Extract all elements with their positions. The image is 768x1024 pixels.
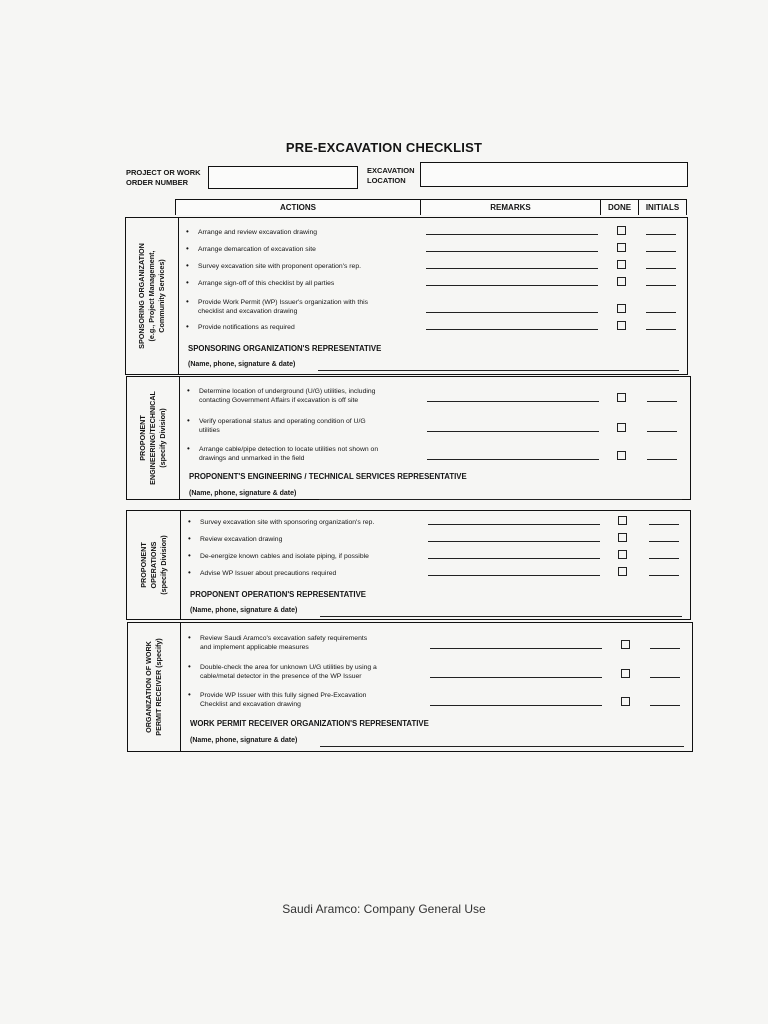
checklist-item: [128, 634, 692, 658]
initials-header: INITIALS: [639, 199, 687, 215]
remarks-field[interactable]: [426, 251, 598, 252]
done-checkbox[interactable]: [618, 550, 627, 559]
action-text: [200, 634, 367, 652]
checklist-item: [127, 387, 690, 411]
action-text-line: cable/metal detector in the presence of the WP Issuer: [200, 673, 362, 680]
done-checkbox[interactable]: [617, 243, 626, 252]
checklist-item: [128, 691, 692, 715]
done-checkbox[interactable]: [618, 516, 627, 525]
section-name-line: (specify Division): [158, 535, 168, 595]
signature-field[interactable]: [319, 499, 682, 500]
checklist-item: [127, 445, 690, 469]
action-text: [198, 323, 295, 332]
remarks-field[interactable]: [430, 648, 602, 649]
action-text: [198, 298, 368, 316]
initials-field[interactable]: [646, 329, 676, 330]
remarks-field[interactable]: [428, 524, 600, 525]
section-name-line: (e.g., Project Management,: [147, 250, 156, 342]
representative-title: PROPONENT'S ENGINEERING / TECHNICAL SERVICES REPRESENTATIVE: [189, 472, 467, 481]
action-text-line: utilities: [199, 427, 220, 434]
checklist-section: [127, 622, 693, 752]
done-checkbox[interactable]: [618, 567, 627, 576]
checklist-section: [126, 376, 691, 500]
bullet-icon: •: [187, 416, 190, 425]
initials-field[interactable]: [646, 251, 676, 252]
bullet-icon: •: [188, 517, 191, 526]
checklist-item: [126, 298, 687, 322]
representative-signature-label: (Name, phone, signature & date): [188, 361, 296, 368]
initials-field[interactable]: [650, 648, 680, 649]
bullet-icon: •: [188, 551, 191, 560]
action-text-line: Review excavation drawing: [200, 536, 283, 543]
remarks-field[interactable]: [427, 401, 599, 402]
action-text: [199, 445, 378, 463]
remarks-field[interactable]: [426, 234, 598, 235]
done-checkbox[interactable]: [617, 393, 626, 402]
actions-header: ACTIONS: [175, 199, 421, 215]
action-text: [200, 552, 369, 561]
checklist-item: [127, 417, 690, 441]
footer-classification: Saudi Aramco: Company General Use: [282, 902, 486, 916]
remarks-field[interactable]: [426, 268, 598, 269]
action-text-line: Survey excavation site with proponent operation's rep.: [198, 263, 362, 270]
action-text-line: Advise WP Issuer about precautions required: [200, 570, 337, 577]
done-checkbox[interactable]: [621, 697, 630, 706]
initials-field[interactable]: [646, 285, 676, 286]
action-text-line: Verify operational status and operating condition of U/G: [199, 418, 366, 425]
action-text: [200, 569, 336, 578]
section-name-line: ENGINEERING/TECHNICAL: [148, 391, 157, 485]
done-checkbox[interactable]: [621, 640, 630, 649]
page-title: PRE-EXCAVATION CHECKLIST: [285, 140, 483, 155]
done-checkbox[interactable]: [617, 451, 626, 460]
done-checkbox[interactable]: [617, 321, 626, 330]
initials-field[interactable]: [649, 524, 679, 525]
bullet-icon: •: [186, 322, 189, 331]
remarks-field[interactable]: [426, 285, 598, 286]
initials-field[interactable]: [647, 459, 677, 460]
representative-signature-label: (Name, phone, signature & date): [189, 490, 297, 497]
bullet-icon: •: [188, 690, 191, 699]
initials-field[interactable]: [649, 541, 679, 542]
bullet-icon: •: [186, 278, 189, 287]
remarks-field[interactable]: [427, 459, 599, 460]
representative-signature-label: (Name, phone, signature & date): [190, 607, 298, 614]
section-name-line: PROPONENT: [138, 415, 147, 461]
section-name-line: PROPONENT: [138, 542, 148, 588]
bullet-icon: •: [186, 244, 189, 253]
remarks-field[interactable]: [426, 312, 598, 313]
action-text-line: drawings and unmarked in the field: [199, 455, 305, 462]
remarks-field[interactable]: [426, 329, 598, 330]
done-checkbox[interactable]: [617, 423, 626, 432]
representative-title: WORK PERMIT RECEIVER ORGANIZATION'S REPRESENTATIVE: [190, 719, 429, 728]
representative-title: SPONSORING ORGANIZATION'S REPRESENTATIVE: [188, 344, 382, 353]
initials-field[interactable]: [650, 705, 680, 706]
remarks-field[interactable]: [430, 705, 602, 706]
representative-title: PROPONENT OPERATION'S REPRESENTATIVE: [190, 590, 367, 599]
action-text-line: Arrange sign-off of this checklist by all parties: [198, 280, 335, 287]
initials-field[interactable]: [646, 268, 676, 269]
bullet-icon: •: [186, 227, 189, 236]
initials-field[interactable]: [649, 575, 679, 576]
action-text-line: contacting Government Affairs if excavation is off site: [199, 397, 359, 404]
done-header: DONE: [601, 199, 639, 215]
action-text: [199, 417, 366, 435]
section-name-line: (specify Division): [158, 408, 167, 468]
action-text-line: and implement applicable measures: [200, 644, 309, 651]
bullet-icon: •: [187, 444, 190, 453]
initials-field[interactable]: [647, 431, 677, 432]
action-text-line: Arrange and review excavation drawing: [198, 229, 318, 236]
done-checkbox[interactable]: [617, 304, 626, 313]
section-name-line: Community Services): [157, 259, 166, 333]
action-text-line: Review Saudi Aramco's excavation safety requirements: [200, 635, 368, 642]
excavation-location-field[interactable]: [420, 162, 688, 187]
initials-field[interactable]: [647, 401, 677, 402]
project-number-field[interactable]: [208, 166, 358, 189]
bullet-icon: •: [188, 534, 191, 543]
action-text: [200, 663, 377, 681]
action-text: [198, 245, 316, 254]
action-text-line: Determine location of underground (U/G) utilities, including: [199, 388, 376, 395]
checklist-section: [126, 510, 691, 620]
bullet-icon: •: [186, 297, 189, 306]
action-text-line: Checklist and excavation drawing: [200, 701, 301, 708]
section-name-line: OPERATIONS: [148, 541, 158, 589]
action-text: [198, 279, 334, 288]
signature-field[interactable]: [318, 370, 679, 371]
action-text-line: checklist and excavation drawing: [198, 308, 298, 315]
done-checkbox[interactable]: [617, 226, 626, 235]
action-text-line: Provide Work Permit (WP) Issuer's organization with this: [198, 299, 369, 306]
initials-field[interactable]: [650, 677, 680, 678]
action-text: [198, 262, 361, 271]
action-text: [200, 691, 366, 709]
section-name-line: PERMIT RECEIVER (specify): [154, 638, 163, 736]
done-checkbox[interactable]: [618, 533, 627, 542]
remarks-field[interactable]: [430, 677, 602, 678]
action-text: [200, 535, 282, 544]
remarks-field[interactable]: [427, 431, 599, 432]
excavation-location-label: EXCAVATION LOCATION: [367, 166, 415, 185]
initials-field[interactable]: [646, 234, 676, 235]
action-text: [198, 228, 317, 237]
signature-field[interactable]: [320, 616, 682, 617]
remarks-header: REMARKS: [421, 199, 601, 215]
checklist-section: [125, 217, 688, 375]
remarks-field[interactable]: [428, 541, 600, 542]
bullet-icon: •: [188, 633, 191, 642]
action-text-line: Survey excavation site with sponsoring organization's rep.: [200, 519, 375, 526]
done-checkbox[interactable]: [617, 260, 626, 269]
section-name-line: ORGANIZATION OF WORK: [144, 641, 153, 733]
done-checkbox[interactable]: [617, 277, 626, 286]
action-text-line: Provide notifications as required: [198, 324, 295, 331]
initials-field[interactable]: [649, 558, 679, 559]
action-text-line: Arrange cable/pipe detection to locate utilities not shown on: [199, 446, 379, 453]
initials-field[interactable]: [646, 312, 676, 313]
done-checkbox[interactable]: [621, 669, 630, 678]
checklist-item: [128, 663, 692, 687]
bullet-icon: •: [188, 662, 191, 671]
project-label: PROJECT OR WORK ORDER NUMBER: [126, 168, 201, 187]
action-text-line: Double-check the area for unknown U/G utilities by using a: [200, 664, 377, 671]
section-name-line: SPONSORING ORGANIZATION: [137, 243, 146, 349]
action-text-line: Arrange demarcation of excavation site: [198, 246, 316, 253]
action-text-line: Provide WP Issuer with this fully signed Pre-Excavation: [200, 692, 367, 699]
bullet-icon: •: [187, 386, 190, 395]
bullet-icon: •: [186, 261, 189, 270]
action-text: [200, 518, 374, 527]
remarks-field[interactable]: [428, 558, 600, 559]
action-text: [199, 387, 375, 405]
action-text-line: De-energize known cables and isolate piping, if possible: [200, 553, 369, 560]
signature-field[interactable]: [320, 746, 684, 747]
remarks-field[interactable]: [428, 575, 600, 576]
bullet-icon: •: [188, 568, 191, 577]
representative-signature-label: (Name, phone, signature & date): [190, 737, 298, 744]
